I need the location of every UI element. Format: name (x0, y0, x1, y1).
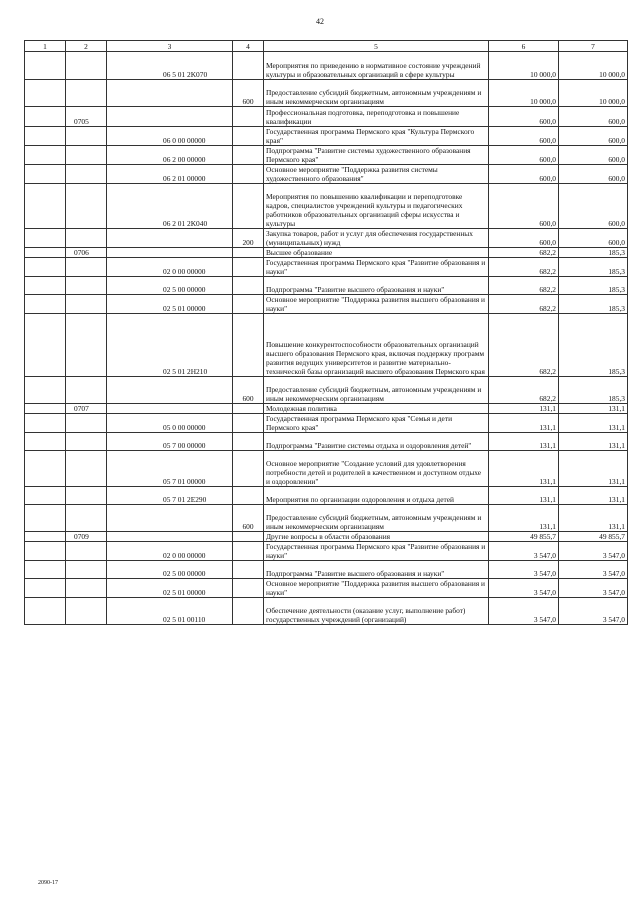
target-article-code: 02 5 01 00110 (107, 598, 233, 625)
expense-type-code (233, 433, 264, 451)
item-name: Подпрограмма "Развитие системы художественного образования Пермского края" (264, 146, 489, 165)
item-name: Повышение конкурентоспособности образовательных организаций высшего образования Пермского края, включая поддержку программ развития ведущих университетов и развитие материально-технической базы организаций высшего образования Пермского края (264, 314, 489, 377)
document-code: 2090-17 (38, 880, 58, 886)
target-article-code (107, 404, 233, 414)
table-row (25, 314, 628, 377)
amount-year-2: 185,3 (559, 277, 628, 295)
section-code (25, 52, 66, 80)
item-name: Предоставление субсидий бюджетным, автономным учреждениям и иным некоммерческим организациям (264, 377, 489, 404)
table-row (25, 433, 628, 451)
subsection-code (66, 184, 107, 229)
target-article-code: 02 5 00 00000 (107, 561, 233, 579)
header-col-1: 1 (25, 41, 66, 52)
section-code (25, 561, 66, 579)
expense-type-code (233, 258, 264, 277)
section-code (25, 127, 66, 146)
amount-year-2: 185,3 (559, 258, 628, 277)
subsection-code (66, 505, 107, 532)
amount-year-2: 10 000,0 (559, 80, 628, 107)
subsection-code (66, 561, 107, 579)
section-code (25, 598, 66, 625)
target-article-code: 06 0 00 00000 (107, 127, 233, 146)
amount-year-1: 682,2 (489, 377, 559, 404)
amount-year-1: 600,0 (489, 107, 559, 127)
amount-year-1: 131,1 (489, 451, 559, 487)
target-article-code: 02 0 00 00000 (107, 258, 233, 277)
expense-type-code (233, 127, 264, 146)
subsection-code (66, 598, 107, 625)
subsection-code (66, 165, 107, 184)
subsection-code: 0707 (66, 404, 107, 414)
expense-type-code (233, 532, 264, 542)
table-row (25, 52, 628, 80)
table-row (25, 377, 628, 404)
subsection-code (66, 433, 107, 451)
amount-year-1: 682,2 (489, 258, 559, 277)
amount-year-1: 600,0 (489, 229, 559, 248)
expense-type-code: 600 (233, 377, 264, 404)
amount-year-2: 131,1 (559, 451, 628, 487)
amount-year-1: 131,1 (489, 433, 559, 451)
subsection-code (66, 146, 107, 165)
item-name: Обеспечение деятельности (оказание услуг, выполнение работ) государственных учреждений (организаций) (264, 598, 489, 625)
amount-year-1: 600,0 (489, 127, 559, 146)
table-row (25, 277, 628, 295)
subsection-code (66, 277, 107, 295)
section-code (25, 505, 66, 532)
amount-year-1: 682,2 (489, 248, 559, 258)
section-code (25, 184, 66, 229)
expense-type-code (233, 561, 264, 579)
expense-type-code (233, 107, 264, 127)
subsection-code (66, 414, 107, 433)
target-article-code: 05 7 01 00000 (107, 451, 233, 487)
item-name: Основное мероприятие "Поддержка развития высшего образования и науки" (264, 579, 489, 598)
section-code (25, 487, 66, 505)
table-row (25, 248, 628, 258)
section-code (25, 229, 66, 248)
table-row (25, 295, 628, 314)
item-name: Предоставление субсидий бюджетным, автономным учреждениям и иным некоммерческим организациям (264, 80, 489, 107)
table-row (25, 165, 628, 184)
target-article-code: 05 7 00 00000 (107, 433, 233, 451)
amount-year-2: 600,0 (559, 229, 628, 248)
target-article-code (107, 107, 233, 127)
amount-year-2: 10 000,0 (559, 52, 628, 80)
target-article-code: 02 5 01 00000 (107, 579, 233, 598)
table-row (25, 487, 628, 505)
subsection-code (66, 579, 107, 598)
item-name: Молодежная политика (264, 404, 489, 414)
amount-year-2: 49 855,7 (559, 532, 628, 542)
table-row (25, 579, 628, 598)
section-code (25, 451, 66, 487)
subsection-code (66, 314, 107, 377)
item-name: Основное мероприятие "Создание условий для удовлетворения потребности детей и родителей в качественном и доступном отдыхе и оздоровлении" (264, 451, 489, 487)
section-code (25, 258, 66, 277)
item-name: Высшее образование (264, 248, 489, 258)
amount-year-2: 185,3 (559, 295, 628, 314)
expense-type-code (233, 579, 264, 598)
subsection-code (66, 52, 107, 80)
expense-type-code (233, 414, 264, 433)
item-name: Мероприятия по приведению в нормативное состояние учреждений культуры и образовательных организаций в сфере культуры (264, 52, 489, 80)
target-article-code: 06 2 00 00000 (107, 146, 233, 165)
subsection-code (66, 451, 107, 487)
expense-type-code (233, 295, 264, 314)
target-article-code: 02 0 00 00000 (107, 542, 233, 561)
amount-year-2: 600,0 (559, 165, 628, 184)
expense-type-code: 200 (233, 229, 264, 248)
item-name: Подпрограмма "Развитие высшего образования и науки" (264, 277, 489, 295)
amount-year-2: 185,3 (559, 248, 628, 258)
table-row (25, 80, 628, 107)
header-col-5: 5 (264, 41, 489, 52)
target-article-code: 06 2 01 2K040 (107, 184, 233, 229)
amount-year-2: 131,1 (559, 505, 628, 532)
expense-type-code (233, 248, 264, 258)
subsection-code (66, 295, 107, 314)
subsection-code (66, 377, 107, 404)
item-name: Государственная программа Пермского края "Семья и дети Пермского края" (264, 414, 489, 433)
section-code (25, 107, 66, 127)
header-col-2: 2 (66, 41, 107, 52)
amount-year-1: 10 000,0 (489, 80, 559, 107)
amount-year-1: 10 000,0 (489, 52, 559, 80)
amount-year-2: 185,3 (559, 314, 628, 377)
section-code (25, 414, 66, 433)
amount-year-2: 185,3 (559, 377, 628, 404)
table-row (25, 532, 628, 542)
amount-year-2: 600,0 (559, 127, 628, 146)
subsection-code (66, 258, 107, 277)
expense-type-code: 600 (233, 505, 264, 532)
header-col-6: 6 (489, 41, 559, 52)
header-col-4: 4 (233, 41, 264, 52)
amount-year-1: 131,1 (489, 487, 559, 505)
section-code (25, 579, 66, 598)
item-name: Подпрограмма "Развитие высшего образования и науки" (264, 561, 489, 579)
expense-type-code: 600 (233, 80, 264, 107)
subsection-code: 0705 (66, 107, 107, 127)
expense-type-code (233, 165, 264, 184)
amount-year-1: 3 547,0 (489, 561, 559, 579)
subsection-code (66, 487, 107, 505)
item-name: Основное мероприятие "Поддержка развития высшего образования и науки" (264, 295, 489, 314)
target-article-code: 05 7 01 2E290 (107, 487, 233, 505)
target-article-code: 02 5 00 00000 (107, 277, 233, 295)
amount-year-1: 682,2 (489, 314, 559, 377)
subsection-code (66, 542, 107, 561)
amount-year-1: 131,1 (489, 404, 559, 414)
section-code (25, 314, 66, 377)
amount-year-1: 3 547,0 (489, 579, 559, 598)
target-article-code: 02 5 01 00000 (107, 295, 233, 314)
subsection-code (66, 229, 107, 248)
amount-year-1: 3 547,0 (489, 542, 559, 561)
item-name: Профессиональная подготовка, переподготовка и повышение квалификации (264, 107, 489, 127)
target-article-code: 06 5 01 2K070 (107, 52, 233, 80)
table-row (25, 414, 628, 433)
expense-type-code (233, 277, 264, 295)
expense-type-code (233, 598, 264, 625)
target-article-code: 02 5 01 2H210 (107, 314, 233, 377)
item-name: Мероприятия по повышению квалификации и переподготовке кадров, специалистов учреждений культуры и педагогических работников образовательных организаций сферы искусства и культуры (264, 184, 489, 229)
header-col-3: 3 (107, 41, 233, 52)
amount-year-1: 600,0 (489, 184, 559, 229)
section-code (25, 532, 66, 542)
subsection-code (66, 80, 107, 107)
amount-year-2: 3 547,0 (559, 561, 628, 579)
target-article-code (107, 229, 233, 248)
section-code (25, 542, 66, 561)
expense-type-code (233, 314, 264, 377)
header-col-7: 7 (559, 41, 628, 52)
item-name: Государственная программа Пермского края "Культура Пермского края" (264, 127, 489, 146)
amount-year-1: 131,1 (489, 505, 559, 532)
table-row (25, 505, 628, 532)
section-code (25, 80, 66, 107)
table-row (25, 107, 628, 127)
section-code (25, 404, 66, 414)
section-code (25, 433, 66, 451)
budget-table (24, 40, 628, 625)
expense-type-code (233, 487, 264, 505)
table-row (25, 598, 628, 625)
amount-year-1: 49 855,7 (489, 532, 559, 542)
table-row (25, 229, 628, 248)
table-row (25, 146, 628, 165)
expense-type-code (233, 52, 264, 80)
item-name: Предоставление субсидий бюджетным, автономным учреждениям и иным некоммерческим организациям (264, 505, 489, 532)
table-row (25, 127, 628, 146)
table-row (25, 451, 628, 487)
subsection-code (66, 127, 107, 146)
amount-year-2: 131,1 (559, 487, 628, 505)
amount-year-2: 600,0 (559, 184, 628, 229)
section-code (25, 277, 66, 295)
amount-year-2: 600,0 (559, 107, 628, 127)
amount-year-2: 3 547,0 (559, 598, 628, 625)
section-code (25, 165, 66, 184)
amount-year-1: 600,0 (489, 146, 559, 165)
amount-year-1: 682,2 (489, 277, 559, 295)
table-row (25, 258, 628, 277)
amount-year-2: 131,1 (559, 433, 628, 451)
section-code (25, 146, 66, 165)
target-article-code (107, 377, 233, 404)
section-code (25, 248, 66, 258)
table-header-row (25, 41, 628, 52)
amount-year-1: 682,2 (489, 295, 559, 314)
item-name: Государственная программа Пермского края "Развитие образования и науки" (264, 542, 489, 561)
amount-year-1: 3 547,0 (489, 598, 559, 625)
item-name: Другие вопросы в области образования (264, 532, 489, 542)
target-article-code (107, 248, 233, 258)
amount-year-1: 131,1 (489, 414, 559, 433)
table-row (25, 561, 628, 579)
page-number: 42 (316, 17, 324, 26)
target-article-code (107, 532, 233, 542)
expense-type-code (233, 184, 264, 229)
item-name: Государственная программа Пермского края "Развитие образования и науки" (264, 258, 489, 277)
item-name: Подпрограмма "Развитие системы отдыха и оздоровления детей" (264, 433, 489, 451)
section-code (25, 377, 66, 404)
section-code (25, 295, 66, 314)
amount-year-2: 131,1 (559, 404, 628, 414)
table-row (25, 404, 628, 414)
table-row (25, 184, 628, 229)
expense-type-code (233, 404, 264, 414)
expense-type-code (233, 542, 264, 561)
subsection-code: 0706 (66, 248, 107, 258)
expense-type-code (233, 146, 264, 165)
expense-type-code (233, 451, 264, 487)
amount-year-1: 600,0 (489, 165, 559, 184)
item-name: Основное мероприятие "Поддержка развития системы художественного образования" (264, 165, 489, 184)
amount-year-2: 3 547,0 (559, 542, 628, 561)
target-article-code: 05 0 00 00000 (107, 414, 233, 433)
target-article-code (107, 80, 233, 107)
amount-year-2: 131,1 (559, 414, 628, 433)
subsection-code: 0709 (66, 532, 107, 542)
item-name: Мероприятия по организации оздоровления и отдыха детей (264, 487, 489, 505)
item-name: Закупка товаров, работ и услуг для обеспечения государственных (муниципальных) нужд (264, 229, 489, 248)
amount-year-2: 600,0 (559, 146, 628, 165)
target-article-code (107, 505, 233, 532)
table-row (25, 542, 628, 561)
amount-year-2: 3 547,0 (559, 579, 628, 598)
target-article-code: 06 2 01 00000 (107, 165, 233, 184)
